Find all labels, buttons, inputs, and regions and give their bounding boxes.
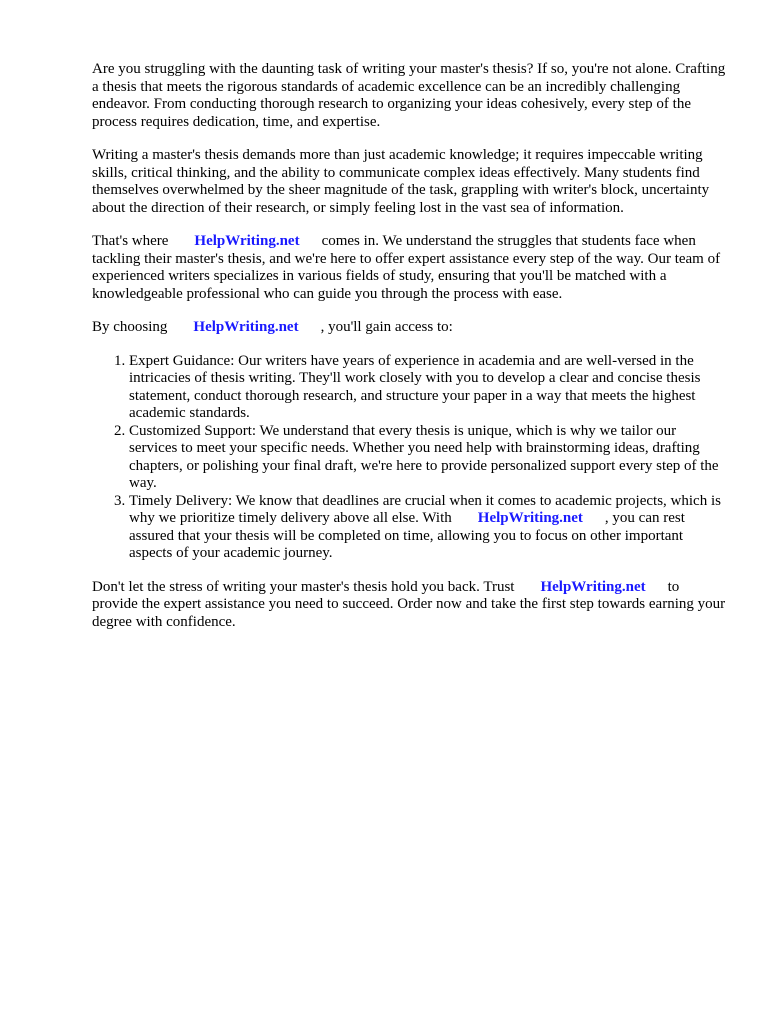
service-paragraph-lead: That's where bbox=[92, 233, 169, 249]
challenge-paragraph: Writing a master's thesis demands more than just academic knowledge; it requires impeccable writing skills, critical thinking, and the ability to communicate complex ideas effectively. Many students find themselves overwhelmed by the sheer magnitude of the task, grappling with writer's block, uncertainty about the direction of their research, or simply feeling lost in the vast sea of information. bbox=[92, 147, 710, 216]
list-item-timely-delivery bbox=[129, 493, 728, 563]
benefits-intro-rest: , you'll gain access to: bbox=[320, 319, 453, 335]
helpwriting-link[interactable]: HelpWriting.net bbox=[477, 510, 583, 526]
benefits-list bbox=[92, 353, 728, 563]
list-item-expert-guidance: 1. Expert Guidance: Our writers have years of experience in academia and are well-versed in the intricacies of thesis writing. They'll work closely with you to develop a clear and concise thesis statement, conduct thorough research, and structure your paper in a way that meets the highest academic standards. bbox=[129, 353, 728, 423]
closing-paragraph-lead: Don't let the stress of writing your master's thesis hold you back. Trust bbox=[92, 578, 515, 595]
benefits-intro-lead: By choosing bbox=[92, 319, 168, 335]
helpwriting-link[interactable]: HelpWriting.net bbox=[194, 233, 300, 249]
intro-paragraph: Are you struggling with the daunting task of writing your master's thesis? If so, you're not alone. Crafting a thesis that meets the rigorous standards of academic excellence can be an incredibly challenging endeavor. From conducting thorough research to organizing your ideas cohesively, every step of the process requires dedication, time, and expertise. bbox=[92, 61, 726, 130]
list-item-customized-support: 2. Customized Support: We understand that every thesis is unique, which is why we tailor our services to meet your specific needs. Whether you need help with brainstorming ideas, drafting chapters, or polishing your final draft, we're here to provide personalized support every step of the way. bbox=[129, 423, 728, 493]
helpwriting-link[interactable]: HelpWriting.net bbox=[193, 319, 299, 335]
timely-delivery-rest: , you can rest assured that your thesis will be completed on time, allowing you to focus on other important aspects of your academic journey. bbox=[129, 510, 685, 561]
timely-delivery-lead: Timely Delivery: We know that deadlines are crucial when it comes to academic projects, which is why we prioritize timely delivery above all else. With bbox=[129, 492, 721, 526]
service-paragraph bbox=[92, 233, 728, 303]
helpwriting-link[interactable]: HelpWriting.net bbox=[540, 578, 646, 595]
service-paragraph-rest: comes in. We understand the struggles that students face when tackling their master's thesis, and we're here to offer expert assistance every step of the way. Our team of experienced writers specializes in various fields of study, ensuring that you'll be matched with a knowledgeable professional who can guide you through the process with ease. bbox=[92, 233, 721, 302]
closing-paragraph bbox=[92, 579, 728, 632]
benefits-intro-paragraph bbox=[92, 319, 728, 337]
closing-paragraph-rest: to provide the expert assistance you need to succeed. Order now and take the first step towards earning your degree with confidence. bbox=[92, 578, 726, 630]
